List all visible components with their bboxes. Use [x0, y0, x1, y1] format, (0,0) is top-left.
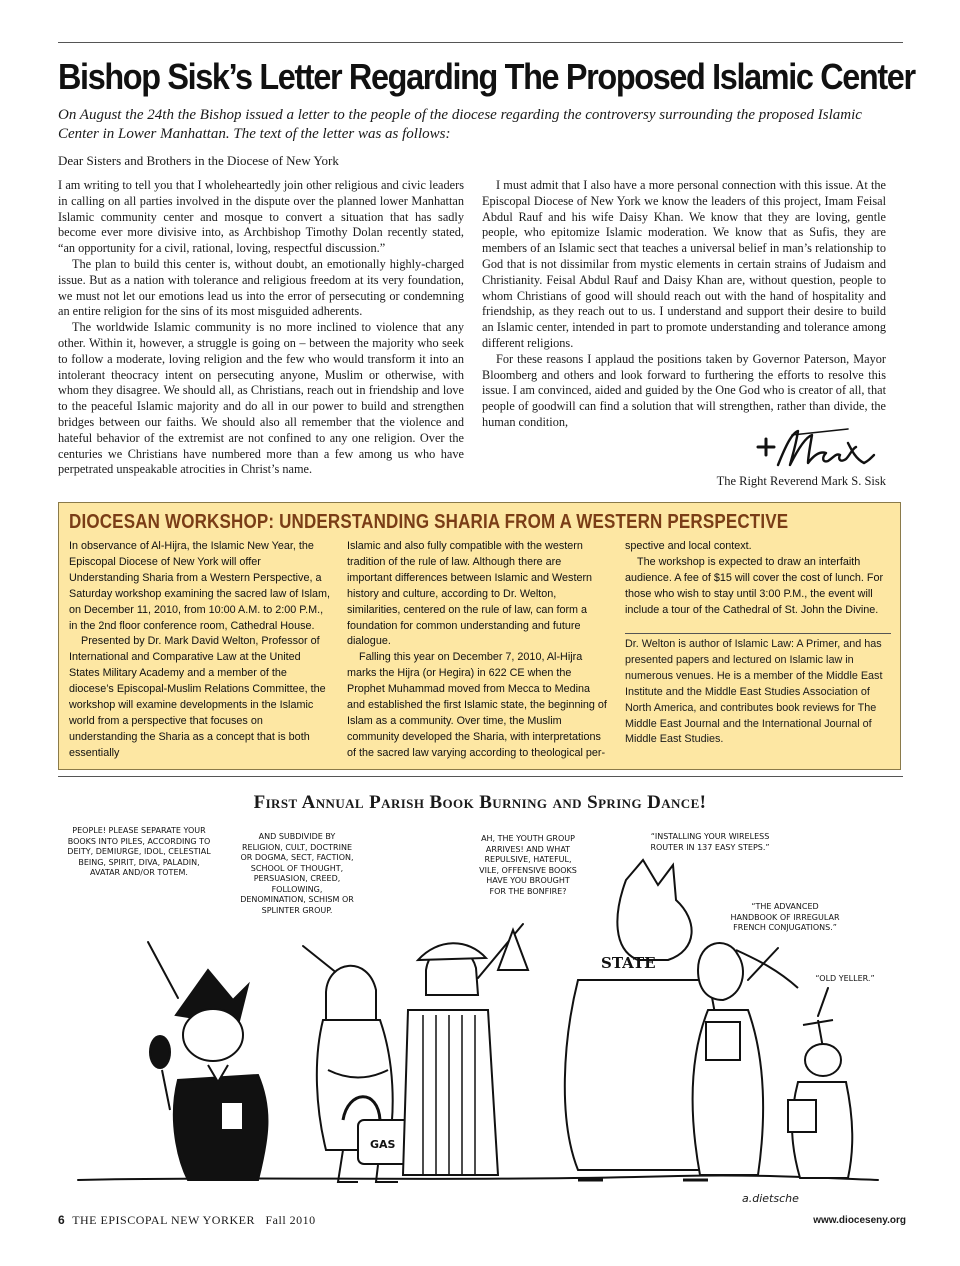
speech-bubble: AH, THE YOUTH GROUP ARRIVES! AND WHAT REPULSIVE, HATEFUL, VILE, OFFENSIVE BOOKS HAVE YOU BROUGHT FOR THE BONFIRE? [479, 834, 577, 896]
artist-signature: a.dietsche [742, 1192, 799, 1205]
letter-paragraph: I must admit that I also have a more personal connection with this issue. At the Episcopal Diocese of New York we know the leaders of this project, Imam Feisal Abdul Rauf and his wife Daisy Khan. We know that they are loving, gentle people, who epitomize Islamic moderation. We know that as Sufis, they are members of an Islamic sect that teaches a universal belief in man’s relationship to God that is not dissimilar from mystic elements in certain strains of Judaism and Christianity. Feisal Abdul Rauf and Daisy Khan are, without question, people to whom Christians of good will should reach out with the hand of hospitality and friendship, as they reach out to us. I understand and support their desire to build an Islamic center, intended in part to promote understanding and tolerance among different religions. [482, 178, 886, 350]
workshop-divider [625, 633, 891, 634]
workshop-column-3 [625, 539, 891, 619]
workshop-paragraph: Islamic and also fully compatible with the western tradition of the rule of law. Although there are important differences between Islamic and Western history and culture, according to Dr. Welton, similarities, centered on the rule of law, can form a foundation for common understanding and future dialogue. [347, 540, 593, 648]
signer-name: The Right Reverend Mark S. Sisk [716, 474, 886, 488]
publication-name: THE EPISCOPAL NEW YORKER [72, 1213, 255, 1227]
workshop-paragraph: Presented by Dr. Mark David Welton, Professor of International and Comparative Law at the United States Military Academy and a member of the diocese’s Episcopal-Muslim Relations Committee, the workshop will examine developments in the Islamic world from a perspective that focuses on understanding the Sharia as a concept that is both essentially [69, 635, 326, 759]
workshop-paragraph: Falling this year on December 7, 2010, Al-Hijra marks the Hijra (or Hegira) in 622 CE when the Prophet Muhammad moved from Mecca to Medina and established the first Islamic state, the beginning of Islam as a community. Over time, the Muslim community developed the Sharia, with interpretations of the sacred law varying according to theological per- [347, 651, 607, 759]
cartoon-drawing [58, 820, 903, 1210]
issue-label: Fall 2010 [265, 1213, 316, 1227]
speech-bubble: AND SUBDIVIDE BY RELIGION, CULT, DOCTRINE OR DOGMA, SECT, FACTION, SCHOOL OF THOUGHT, PERSUASION, CREED, FOLLOWING, DENOMINATION, SCHISM OR SPLINTER GROUP. [240, 832, 354, 915]
website-link[interactable]: www.dioceseny.org [813, 1215, 906, 1226]
speech-bubble: “OLD YELLER.” [815, 974, 875, 983]
section-rule [58, 776, 903, 777]
cartoon-title: First Annual Parish Book Burning and Spring Dance! [253, 792, 707, 813]
letter-paragraph: The worldwide Islamic community is no more inclined to violence that any other. Within it, however, a struggle is going on – between the majority who seek to follow a moderate, loving religion and the few who would transform it into an intolerant theocracy intent on persecuting anyone, Muslim or otherwise, with whom they disagree. We should all, as Christians, reach out in friendship and love to the peaceful Islamic majority and do all in our power to build and strengthen bridges between our faiths. We should also all remember that the violence and hateful behavior of the extremist are not confined to any one religion. Over the centuries we Christians have numbered more than a few among us who have perpetrated unspeakable atrocities in Christ’s name. [58, 320, 464, 477]
article-intro: On August the 24th the Bishop issued a letter to the people of the diocese regarding the controversy surrounding the proposed Islamic Center in Lower Manhattan. The text of the letter was as follows: [58, 107, 862, 142]
state-label: STATE [601, 954, 656, 972]
workshop-column-2 [347, 539, 609, 762]
boy-figure [788, 1020, 852, 1178]
girl-figure [693, 943, 798, 1175]
workshop-paragraph: spective and local context. [625, 540, 752, 552]
priest-figure [150, 970, 267, 1180]
top-rule [58, 42, 903, 43]
helmet-figure [317, 966, 410, 1182]
workshop-heading: DIOCESAN WORKSHOP: UNDERSTANDING SHARIA FROM A WESTERN PERSPECTIVE [69, 511, 789, 533]
letter-salutation: Dear Sisters and Brothers in the Diocese of New York [58, 153, 339, 168]
page-footer [58, 1213, 316, 1228]
article-title: Bishop Sisk’s Letter Regarding The Proposed Islamic Center [58, 56, 915, 97]
speech-bubble: PEOPLE! PLEASE SEPARATE YOUR BOOKS INTO PILES, ACCORDING TO DEITY, DEMIURGE, IDOL, CELESTIAL BEING, SPIRIT, DIVA, PALADIN, AVATAR AND/OR TOTEM. [67, 826, 211, 877]
speech-bubble: “INSTALLING YOUR WIRELESS ROUTER IN 137 EASY STEPS.” [650, 832, 770, 852]
letter-right-column [482, 178, 886, 431]
workshop-box [58, 502, 901, 770]
speech-bubble: “THE ADVANCED HANDBOOK OF IRREGULAR FRENCH CONJUGATIONS.” [730, 902, 840, 932]
gas-label: GAS [370, 1138, 396, 1151]
workshop-paragraph: In observance of Al-Hijra, the Islamic New Year, the Episcopal Diocese of New York will offer Understanding Sharia from a Western Perspective, a Saturday workshop examining the sacred law of Islam, on December 11, 2010, from 10:00 A.M. to 2:00 P.M., in the 2nd floor conference room, Cathedral House. [69, 540, 331, 632]
bishop-signature [752, 425, 882, 473]
letter-left-column [58, 178, 464, 478]
welton-bio: Dr. Welton is author of Islamic Law: A Primer, and has presented papers and lectured on Islamic law in numerous venues. He is a member of the Middle East Institute and the Middle East Studies Association of North America, and contributes book reviews for The Middle East Journal and the International Journal of Middle East Studies. [625, 638, 883, 746]
page-number: 6 [58, 1213, 66, 1227]
workshop-paragraph: The workshop is expected to draw an interfaith audience. A fee of $15 will cover the cost of lunch. For those who wish to stay until 3:00 P.M., the event will include a tour of the Cathedral of St. John the Divine. [625, 555, 884, 616]
letter-paragraph: The plan to build this center is, without doubt, an emotionally highly-charged issue. But as a nation with tolerance and religious freedom at its very foundation, we must not let our emotions lead us into the error of persecuting or condemning an entire religion for the sins of its most misguided adherents. [58, 256, 464, 319]
letter-paragraph: I am writing to tell you that I wholeheartedly join other religious and civic leaders in calling on all parties involved in the dispute over the planned lower Manhattan Islamic community center and mosque to convert a situation that has sadly become ever more divisive into, as Archbishop Timothy Dolan recently stated, “an opportunity for a civil, rational, loving, respectful discussion.” [58, 178, 464, 256]
cartoon-illustration [58, 820, 903, 1210]
workshop-column-1 [69, 539, 331, 762]
letter-paragraph: For these reasons I applaud the positions taken by Governor Paterson, Mayor Bloomberg and others and look forward to furthering the efforts to resolve this issue. I am convinced, aided and guided by the One God who is creator of all, that people of goodwill can find a solution that will strengthen, rather than divide, the human condition, [482, 351, 886, 429]
overalls-figure [403, 930, 528, 1175]
